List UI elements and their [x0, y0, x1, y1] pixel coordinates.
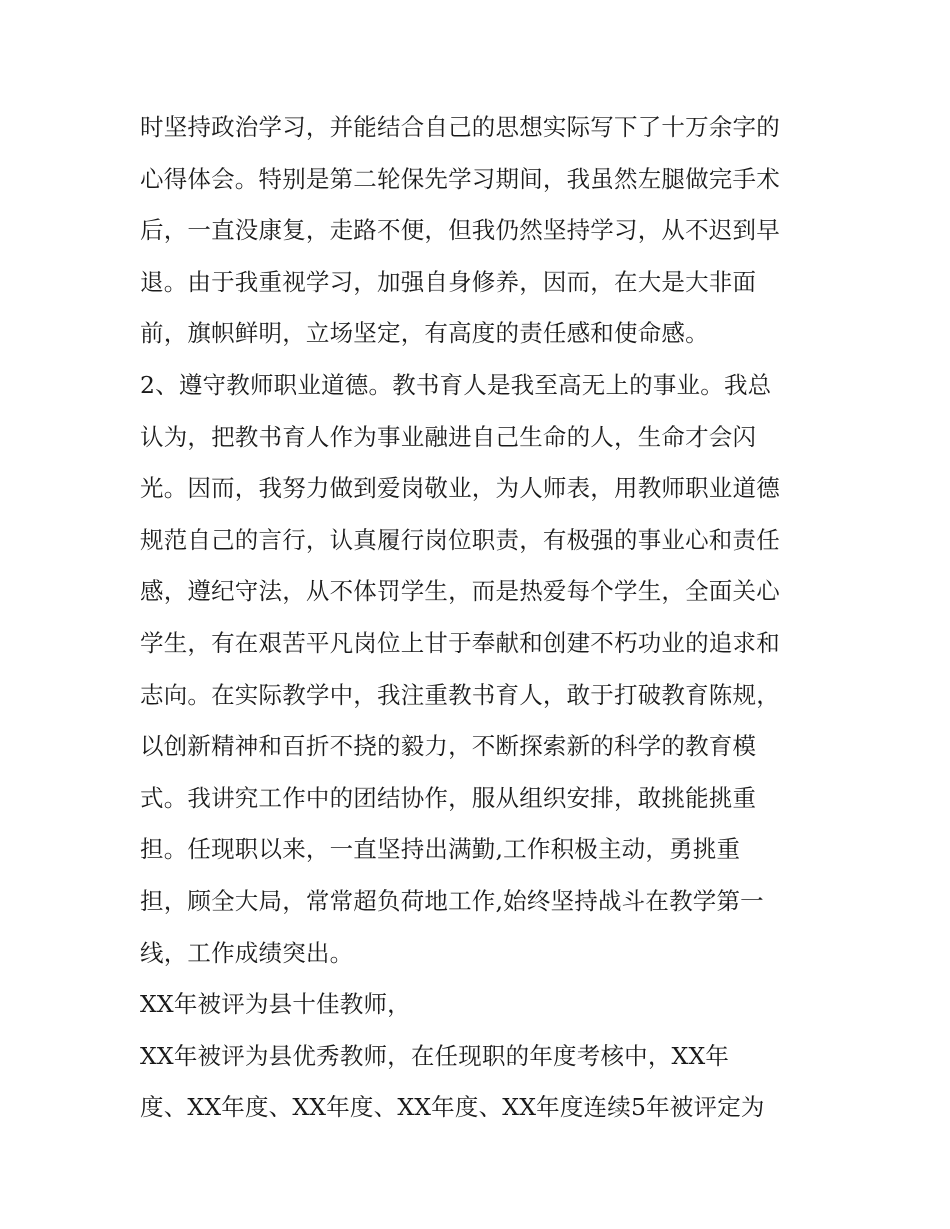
body-text: [140, 102, 830, 1134]
text-line: 认为，把教书育人作为事业融进自己生命的人，生命才会闪: [140, 422, 757, 451]
text-line: 光。因而，我努力做到爱岗敬业，为人师表，用教师职业道德: [140, 474, 780, 503]
text-line: 志向。在实际教学中，我注重教书育人，敢于打破教育陈规，: [140, 680, 780, 709]
text-line: 度、XX年度、XX年度、XX年度、XX年度连续5年被评定为: [140, 1093, 765, 1122]
text-line: 前，旗帜鲜明，立场坚定，有高度的责任感和使命感。: [140, 319, 709, 348]
text-line: 担。任现职以来，一直坚持出满勤,工作积极主动，勇挑重: [140, 835, 741, 864]
text-line: 时坚持政治学习，并能结合自己的思想实际写下了十万余字的: [140, 113, 780, 141]
text-line: 后，一直没康复，走路不便，但我仍然坚持学习，从不迟到早: [140, 216, 780, 245]
text-line: 2、遵守教师职业道德。教书育人是我至高无上的事业。我总: [140, 370, 772, 399]
text-line: 退。由于我重视学习，加强自身修养，因而，在大是大非面: [140, 267, 757, 296]
text-line: 以创新精神和百折不挠的毅力，不断探索新的科学的教育模: [140, 732, 757, 761]
text-line: 学生，有在艰苦平凡岗位上甘于奉献和创建不朽功业的追求和: [140, 628, 780, 657]
text-line: XX年被评为县优秀教师，在任现职的年度考核中，XX年: [140, 1041, 730, 1070]
text-line: XX年被评为县十佳教师，: [140, 990, 411, 1019]
text-line: 感，遵纪守法，从不体罚学生，而是热爱每个学生，全面关心: [140, 577, 780, 606]
text-line: 式。我讲究工作中的团结协作，服从组织安排，敢挑能挑重: [140, 783, 757, 812]
text-line: 心得体会。特别是第二轮保先学习期间，我虽然左腿做完手术: [140, 164, 780, 193]
text-line: 线，工作成绩突出。: [140, 938, 354, 967]
text-line: 规范自己的言行，认真履行岗位职责，有极强的事业心和责任: [140, 525, 780, 554]
text-line: 担，顾全大局，常常超负荷地工作,始终坚持战斗在教学第一: [140, 886, 764, 915]
